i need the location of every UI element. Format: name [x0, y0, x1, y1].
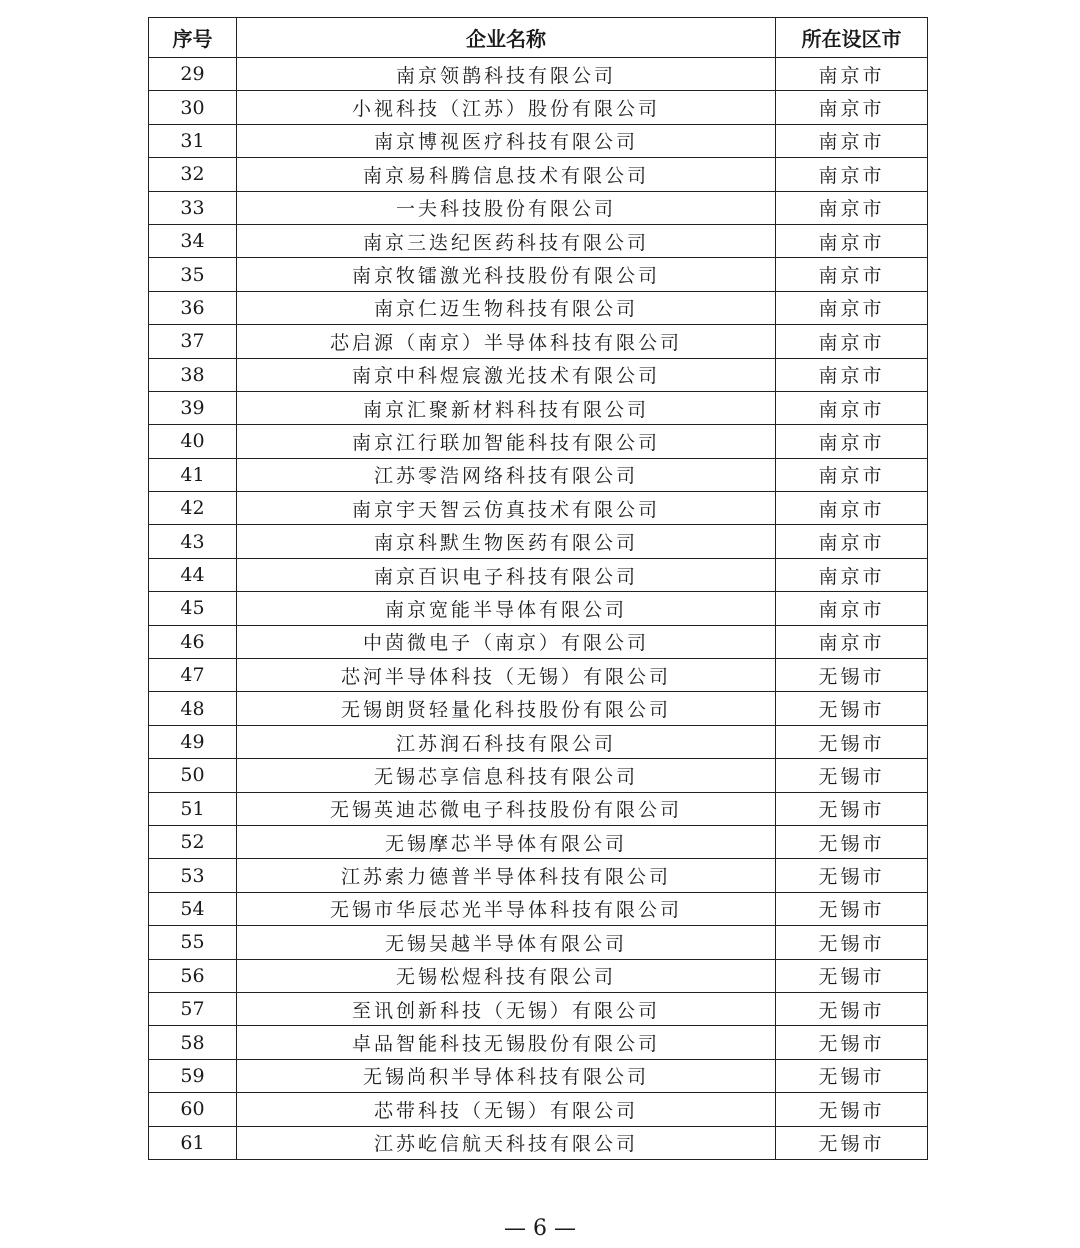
- row-index: 34: [149, 224, 237, 257]
- row-company-name: 无锡尚积半导体科技有限公司: [237, 1059, 776, 1092]
- table-row: [149, 759, 928, 792]
- table-row: [149, 692, 928, 725]
- row-index: 31: [149, 124, 237, 157]
- table-row: [149, 358, 928, 391]
- row-city: 南京市: [776, 224, 928, 257]
- row-index: 36: [149, 291, 237, 324]
- row-company-name: 南京领鹊科技有限公司: [237, 58, 776, 91]
- table-row: [149, 959, 928, 992]
- row-company-name: 江苏屹信航天科技有限公司: [237, 1126, 776, 1159]
- table-row: [149, 592, 928, 625]
- row-index: 60: [149, 1093, 237, 1126]
- table-header: [149, 18, 928, 58]
- header-row: [149, 18, 928, 58]
- row-company-name: 无锡松煜科技有限公司: [237, 959, 776, 992]
- row-company-name: 南京宇天智云仿真技术有限公司: [237, 492, 776, 525]
- row-index: 58: [149, 1026, 237, 1059]
- row-index: 57: [149, 992, 237, 1025]
- table-row: [149, 892, 928, 925]
- row-city: 南京市: [776, 191, 928, 224]
- row-index: 41: [149, 458, 237, 491]
- row-company-name: 卓品智能科技无锡股份有限公司: [237, 1026, 776, 1059]
- row-company-name: 南京仁迈生物科技有限公司: [237, 291, 776, 324]
- row-city: 无锡市: [776, 659, 928, 692]
- row-city: 无锡市: [776, 1059, 928, 1092]
- table-row: [149, 325, 928, 358]
- row-company-name: 南京江行联加智能科技有限公司: [237, 425, 776, 458]
- table-row: [149, 825, 928, 858]
- row-index: 54: [149, 892, 237, 925]
- table-row: [149, 725, 928, 758]
- row-city: 南京市: [776, 58, 928, 91]
- row-index: 56: [149, 959, 237, 992]
- row-index: 59: [149, 1059, 237, 1092]
- row-city: 无锡市: [776, 1126, 928, 1159]
- row-index: 49: [149, 725, 237, 758]
- table-body: [149, 58, 928, 1160]
- row-company-name: 南京三迭纪医药科技有限公司: [237, 224, 776, 257]
- row-company-name: 南京汇聚新材料科技有限公司: [237, 391, 776, 424]
- table-row: [149, 859, 928, 892]
- row-index: 50: [149, 759, 237, 792]
- row-city: 南京市: [776, 258, 928, 291]
- row-city: 无锡市: [776, 759, 928, 792]
- row-index: 42: [149, 492, 237, 525]
- row-index: 52: [149, 825, 237, 858]
- row-company-name: 芯带科技（无锡）有限公司: [237, 1093, 776, 1126]
- table-row: [149, 625, 928, 658]
- row-index: 35: [149, 258, 237, 291]
- table-row: [149, 391, 928, 424]
- row-city: 无锡市: [776, 1093, 928, 1126]
- row-company-name: 南京博视医疗科技有限公司: [237, 124, 776, 157]
- row-city: 南京市: [776, 592, 928, 625]
- row-city: 南京市: [776, 358, 928, 391]
- row-company-name: 南京中科煜宸激光技术有限公司: [237, 358, 776, 391]
- row-city: 无锡市: [776, 859, 928, 892]
- row-city: 无锡市: [776, 926, 928, 959]
- row-index: 45: [149, 592, 237, 625]
- table-row: [149, 224, 928, 257]
- row-city: 无锡市: [776, 825, 928, 858]
- row-index: 30: [149, 91, 237, 124]
- table-row: [149, 659, 928, 692]
- row-city: 南京市: [776, 158, 928, 191]
- table-row: [149, 291, 928, 324]
- table-row: [149, 191, 928, 224]
- table-row: [149, 124, 928, 157]
- row-company-name: 南京易科腾信息技术有限公司: [237, 158, 776, 191]
- row-city: 南京市: [776, 124, 928, 157]
- row-company-name: 无锡英迪芯微电子科技股份有限公司: [237, 792, 776, 825]
- table-row: [149, 1093, 928, 1126]
- row-index: 39: [149, 391, 237, 424]
- row-city: 南京市: [776, 492, 928, 525]
- row-index: 55: [149, 926, 237, 959]
- row-city: 南京市: [776, 391, 928, 424]
- row-city: 无锡市: [776, 959, 928, 992]
- row-company-name: 南京百识电子科技有限公司: [237, 558, 776, 591]
- row-city: 无锡市: [776, 792, 928, 825]
- row-city: 南京市: [776, 458, 928, 491]
- row-company-name: 江苏零浩网络科技有限公司: [237, 458, 776, 491]
- table-row: [149, 1059, 928, 1092]
- row-index: 47: [149, 659, 237, 692]
- row-city: 无锡市: [776, 1026, 928, 1059]
- header-company: 企业名称: [237, 18, 776, 58]
- row-company-name: 芯河半导体科技（无锡）有限公司: [237, 659, 776, 692]
- row-company-name: 南京科默生物医药有限公司: [237, 525, 776, 558]
- table-row: [149, 458, 928, 491]
- table-row: [149, 1026, 928, 1059]
- row-city: 无锡市: [776, 692, 928, 725]
- table-row: [149, 792, 928, 825]
- row-company-name: 无锡芯享信息科技有限公司: [237, 759, 776, 792]
- row-company-name: 至讯创新科技（无锡）有限公司: [237, 992, 776, 1025]
- row-company-name: 江苏索力德普半导体科技有限公司: [237, 859, 776, 892]
- row-company-name: 无锡摩芯半导体有限公司: [237, 825, 776, 858]
- table-row: [149, 58, 928, 91]
- table-row: [149, 492, 928, 525]
- table-row: [149, 258, 928, 291]
- row-index: 48: [149, 692, 237, 725]
- company-list-table: [148, 17, 928, 1160]
- row-company-name: 南京牧镭激光科技股份有限公司: [237, 258, 776, 291]
- table-row: [149, 91, 928, 124]
- table-row: [149, 558, 928, 591]
- table-row: [149, 425, 928, 458]
- row-company-name: 小视科技（江苏）股份有限公司: [237, 91, 776, 124]
- row-index: 33: [149, 191, 237, 224]
- row-company-name: 无锡市华辰芯光半导体科技有限公司: [237, 892, 776, 925]
- row-company-name: 芯启源（南京）半导体科技有限公司: [237, 325, 776, 358]
- row-city: 南京市: [776, 525, 928, 558]
- table-row: [149, 926, 928, 959]
- row-index: 51: [149, 792, 237, 825]
- row-index: 53: [149, 859, 237, 892]
- row-city: 南京市: [776, 625, 928, 658]
- row-company-name: 南京宽能半导体有限公司: [237, 592, 776, 625]
- row-index: 44: [149, 558, 237, 591]
- row-city: 南京市: [776, 558, 928, 591]
- row-index: 43: [149, 525, 237, 558]
- row-city: 南京市: [776, 91, 928, 124]
- table-row: [149, 158, 928, 191]
- row-company-name: 无锡朗贤轻量化科技股份有限公司: [237, 692, 776, 725]
- row-company-name: 一夫科技股份有限公司: [237, 191, 776, 224]
- row-index: 32: [149, 158, 237, 191]
- row-city: 无锡市: [776, 992, 928, 1025]
- row-company-name: 江苏润石科技有限公司: [237, 725, 776, 758]
- row-city: 南京市: [776, 425, 928, 458]
- row-city: 无锡市: [776, 892, 928, 925]
- row-index: 29: [149, 58, 237, 91]
- header-city: 所在设区市: [776, 18, 928, 58]
- table-row: [149, 992, 928, 1025]
- row-index: 38: [149, 358, 237, 391]
- row-index: 61: [149, 1126, 237, 1159]
- table-row: [149, 525, 928, 558]
- table-row: [149, 1126, 928, 1159]
- page-number: — 6 —: [504, 1216, 576, 1241]
- row-index: 46: [149, 625, 237, 658]
- row-company-name: 无锡吴越半导体有限公司: [237, 926, 776, 959]
- row-company-name: 中茵微电子（南京）有限公司: [237, 625, 776, 658]
- row-city: 无锡市: [776, 725, 928, 758]
- row-index: 40: [149, 425, 237, 458]
- row-index: 37: [149, 325, 237, 358]
- header-index: 序号: [149, 18, 237, 58]
- row-city: 南京市: [776, 325, 928, 358]
- row-city: 南京市: [776, 291, 928, 324]
